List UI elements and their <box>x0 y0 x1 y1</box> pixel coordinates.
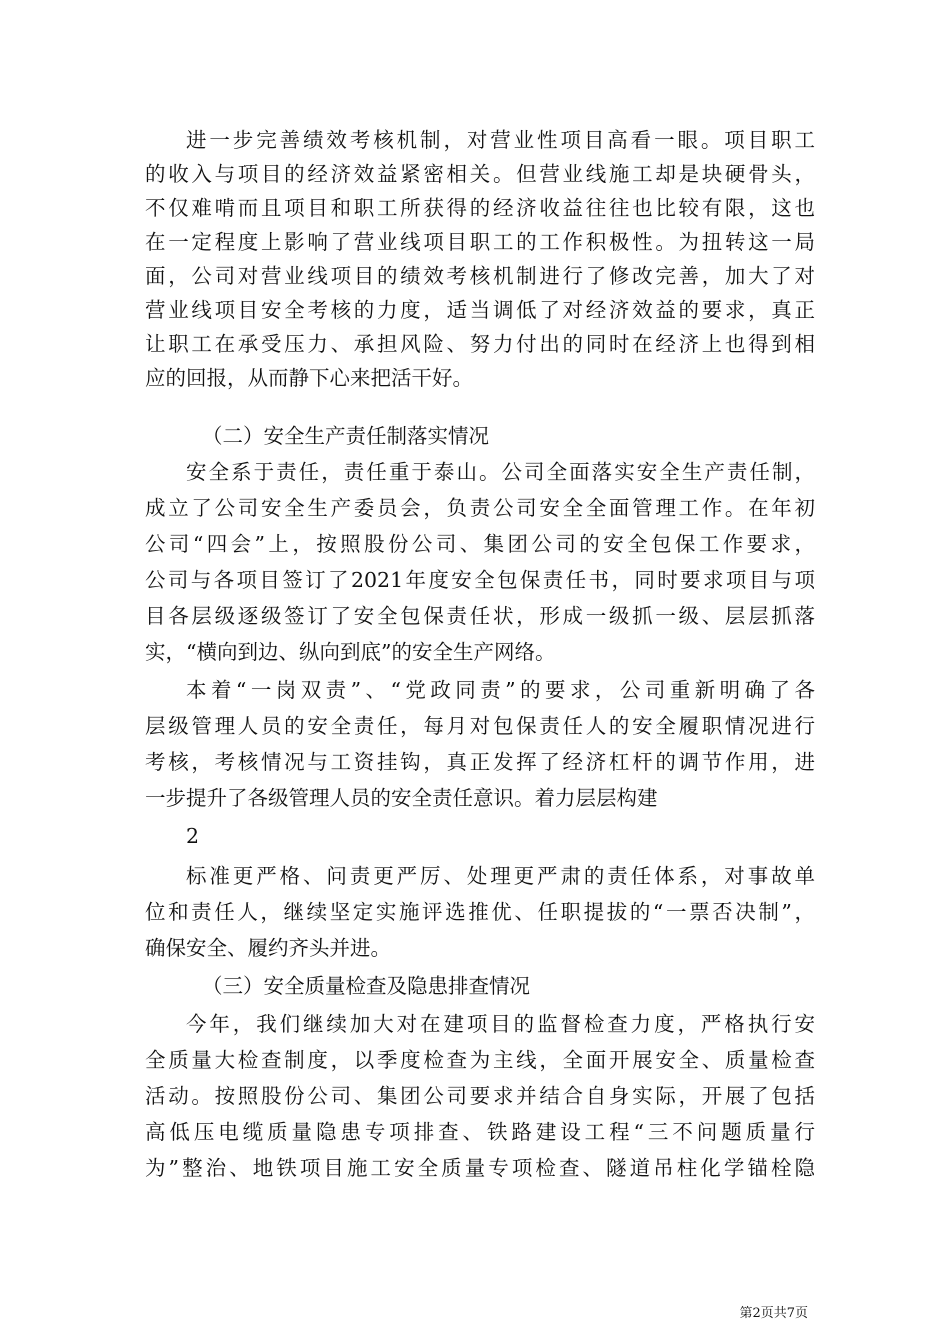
paragraph-4-line: 标准更严格、问责更严厉、处理更严肃的责任体系，对事故单 <box>186 864 815 888</box>
page-footer: 第2页共7页 <box>739 1306 808 1321</box>
paragraph-1-line: 在一定程度上影响了营业线项目职工的工作积极性。为扭转这一局 <box>145 230 815 254</box>
paragraph-5-line: 为”整治、地铁项目施工安全质量专项检查、隧道吊柱化学锚栓隐 <box>145 1156 815 1180</box>
paragraph-1-line: 不仅难啃而且项目和职工所获得的经济收益往往也比较有限，这也 <box>145 196 815 220</box>
paragraph-1-line: 让职工在承受压力、承担风险、努力付出的同时在经济上也得到相 <box>145 332 815 356</box>
paragraph-1-line: 应的回报，从而静下心来把活干好。 <box>145 366 473 390</box>
paragraph-5-line: 全质量大检查制度，以季度检查为主线，全面开展安全、质量检查 <box>145 1048 815 1072</box>
paragraph-5-line: 活动。按照股份公司、集团公司要求并结合自身实际，开展了包括 <box>145 1084 815 1108</box>
inline-page-number: 2 <box>186 824 200 848</box>
paragraph-2-line: 成立了公司安全生产委员会，负责公司安全全面管理工作。在年初 <box>145 496 815 520</box>
paragraph-2-line: 公司“四会”上，按照股份公司、集团公司的安全包保工作要求， <box>145 532 815 556</box>
paragraph-3-line: 考核，考核情况与工资挂钩，真正发挥了经济杠杆的调节作用，进 <box>145 750 815 774</box>
paragraph-4-line: 位和责任人，继续坚定实施评选推优、任职提拔的“一票否决制”， <box>145 900 815 924</box>
paragraph-1-line: 进一步完善绩效考核机制，对营业性项目高看一眼。项目职工 <box>186 128 815 152</box>
paragraph-2-line: 实，“横向到边、纵向到底”的安全生产网络。 <box>145 640 556 664</box>
paragraph-1-line: 面，公司对营业线项目的绩效考核机制进行了修改完善，加大了对 <box>145 264 815 288</box>
paragraph-1-line: 的收入与项目的经济效益紧密相关。但营业线施工却是块硬骨头， <box>145 162 815 186</box>
paragraph-5-line: 高低压电缆质量隐患专项排查、铁路建设工程“三不问题质量行 <box>145 1120 815 1144</box>
paragraph-3-line: 层级管理人员的安全责任，每月对包保责任人的安全履职情况进行 <box>145 714 815 738</box>
paragraph-1-line: 营业线项目安全考核的力度，适当调低了对经济效益的要求，真正 <box>145 298 815 322</box>
paragraph-2-line: 公司与各项目签订了2021年度安全包保责任书，同时要求项目与项 <box>145 568 815 592</box>
paragraph-3-line: 一步提升了各级管理人员的安全责任意识。着力层层构建 <box>145 786 658 810</box>
section-heading-3: （三）安全质量检查及隐患排查情况 <box>202 974 530 998</box>
section-heading-2: （二）安全生产责任制落实情况 <box>202 424 489 448</box>
paragraph-5-line: 今年，我们继续加大对在建项目的监督检查力度，严格执行安 <box>186 1012 815 1036</box>
paragraph-3-line: 本着“一岗双责”、“党政同责”的要求，公司重新明确了各 <box>186 678 815 702</box>
paragraph-4-line: 确保安全、履约齐头并进。 <box>145 936 391 960</box>
paragraph-2-line: 目各层级逐级签订了安全包保责任状，形成一级抓一级、层层抓落 <box>145 604 815 628</box>
paragraph-2-line: 安全系于责任，责任重于泰山。公司全面落实安全生产责任制， <box>186 460 815 484</box>
